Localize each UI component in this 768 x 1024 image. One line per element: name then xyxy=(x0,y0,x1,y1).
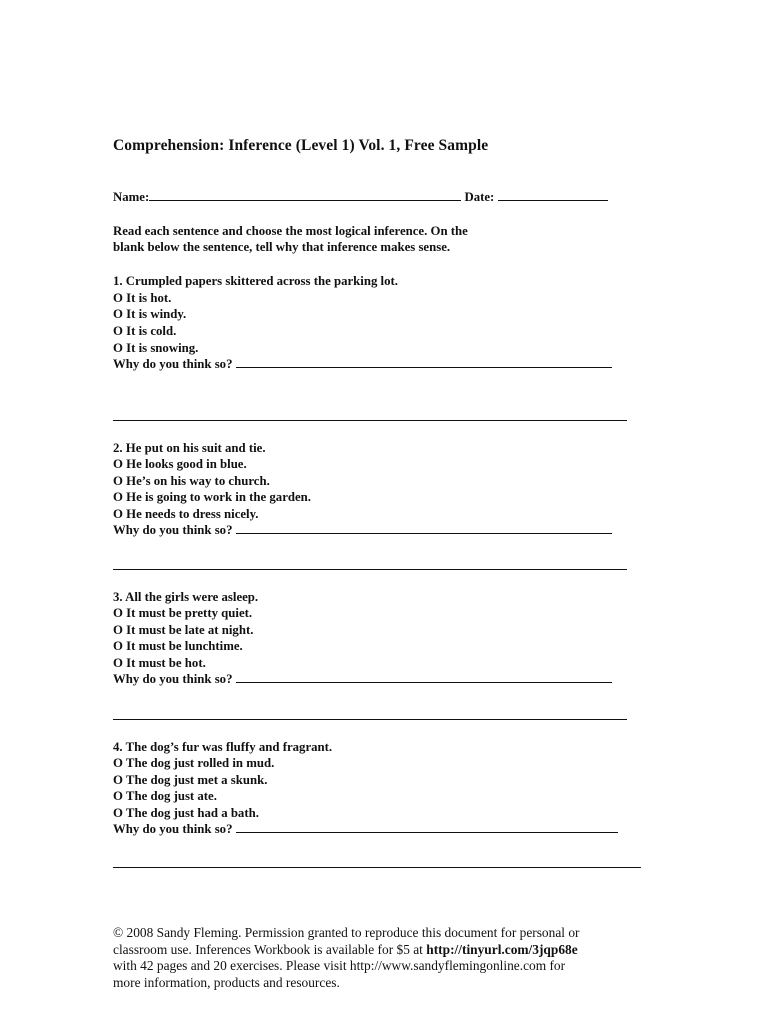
why-label: Why do you think so? xyxy=(113,672,233,686)
question-prompt: 2. He put on his suit and tie. xyxy=(113,441,266,455)
why-blank[interactable] xyxy=(236,356,612,368)
answer-option[interactable]: O He needs to dress nicely. xyxy=(113,507,259,521)
why-row xyxy=(113,671,612,687)
answer-option[interactable]: O He is going to work in the garden. xyxy=(113,490,312,504)
answer-option[interactable]: O It must be hot. xyxy=(113,656,206,670)
answer-option[interactable]: O It is snowing. xyxy=(113,341,199,355)
answer-option[interactable]: O The dog just ate. xyxy=(113,789,217,803)
footer-line-2-text: classroom use. Inferences Workbook is available for $5 at xyxy=(113,941,427,957)
instructions-line-1: Read each sentence and choose the most logical inference. On the xyxy=(113,224,468,238)
why-label: Why do you think so? xyxy=(113,357,233,371)
answer-option[interactable]: O The dog just met a skunk. xyxy=(113,773,268,787)
why-label: Why do you think so? xyxy=(113,822,233,836)
why-blank[interactable] xyxy=(236,821,618,833)
answer-option[interactable]: O It must be late at night. xyxy=(113,623,254,637)
date-label: Date: xyxy=(464,190,495,204)
question-prompt: 1. Crumpled papers skittered across the parking lot. xyxy=(113,274,398,288)
question-prompt: 4. The dog’s fur was fluffy and fragrant. xyxy=(113,740,333,754)
name-date-row xyxy=(113,189,608,205)
answer-line[interactable] xyxy=(113,420,627,421)
copyright-footer xyxy=(113,925,653,991)
name-blank[interactable] xyxy=(149,189,461,201)
answer-option[interactable]: O The dog just rolled in mud. xyxy=(113,756,275,770)
page-title: Comprehension: Inference (Level 1) Vol. 1, Free Sample xyxy=(113,137,489,154)
answer-option[interactable]: O It must be pretty quiet. xyxy=(113,606,253,620)
answer-option[interactable]: O He looks good in blue. xyxy=(113,457,247,471)
why-label: Why do you think so? xyxy=(113,523,233,537)
name-label: Name: xyxy=(113,190,150,204)
footer-line-3: with 42 pages and 20 exercises. Please visit http://www.sandyflemingonline.com for xyxy=(113,958,566,974)
answer-line[interactable] xyxy=(113,569,627,570)
footer-line-1: © 2008 Sandy Fleming. Permission granted to reproduce this document for personal or xyxy=(113,925,580,940)
answer-option[interactable]: O It must be lunchtime. xyxy=(113,639,243,653)
workbook-link[interactable]: http://tinyurl.com/3jqp68e xyxy=(426,941,578,957)
date-blank[interactable] xyxy=(498,189,608,201)
why-row xyxy=(113,821,618,837)
instructions-line-2: blank below the sentence, tell why that inference makes sense. xyxy=(113,240,451,254)
answer-option[interactable]: O He’s on his way to church. xyxy=(113,474,270,488)
why-blank[interactable] xyxy=(236,522,612,534)
footer-line-2 xyxy=(113,942,653,959)
answer-line[interactable] xyxy=(113,867,641,868)
footer-line-4: more information, products and resources. xyxy=(113,974,340,990)
why-row xyxy=(113,522,612,538)
why-blank[interactable] xyxy=(236,671,612,683)
answer-option[interactable]: O The dog just had a bath. xyxy=(113,806,259,820)
question-prompt: 3. All the girls were asleep. xyxy=(113,590,259,604)
answer-line[interactable] xyxy=(113,719,627,720)
why-row xyxy=(113,356,612,372)
answer-option[interactable]: O It is windy. xyxy=(113,307,187,321)
answer-option[interactable]: O It is hot. xyxy=(113,291,172,305)
answer-option[interactable]: O It is cold. xyxy=(113,324,177,338)
